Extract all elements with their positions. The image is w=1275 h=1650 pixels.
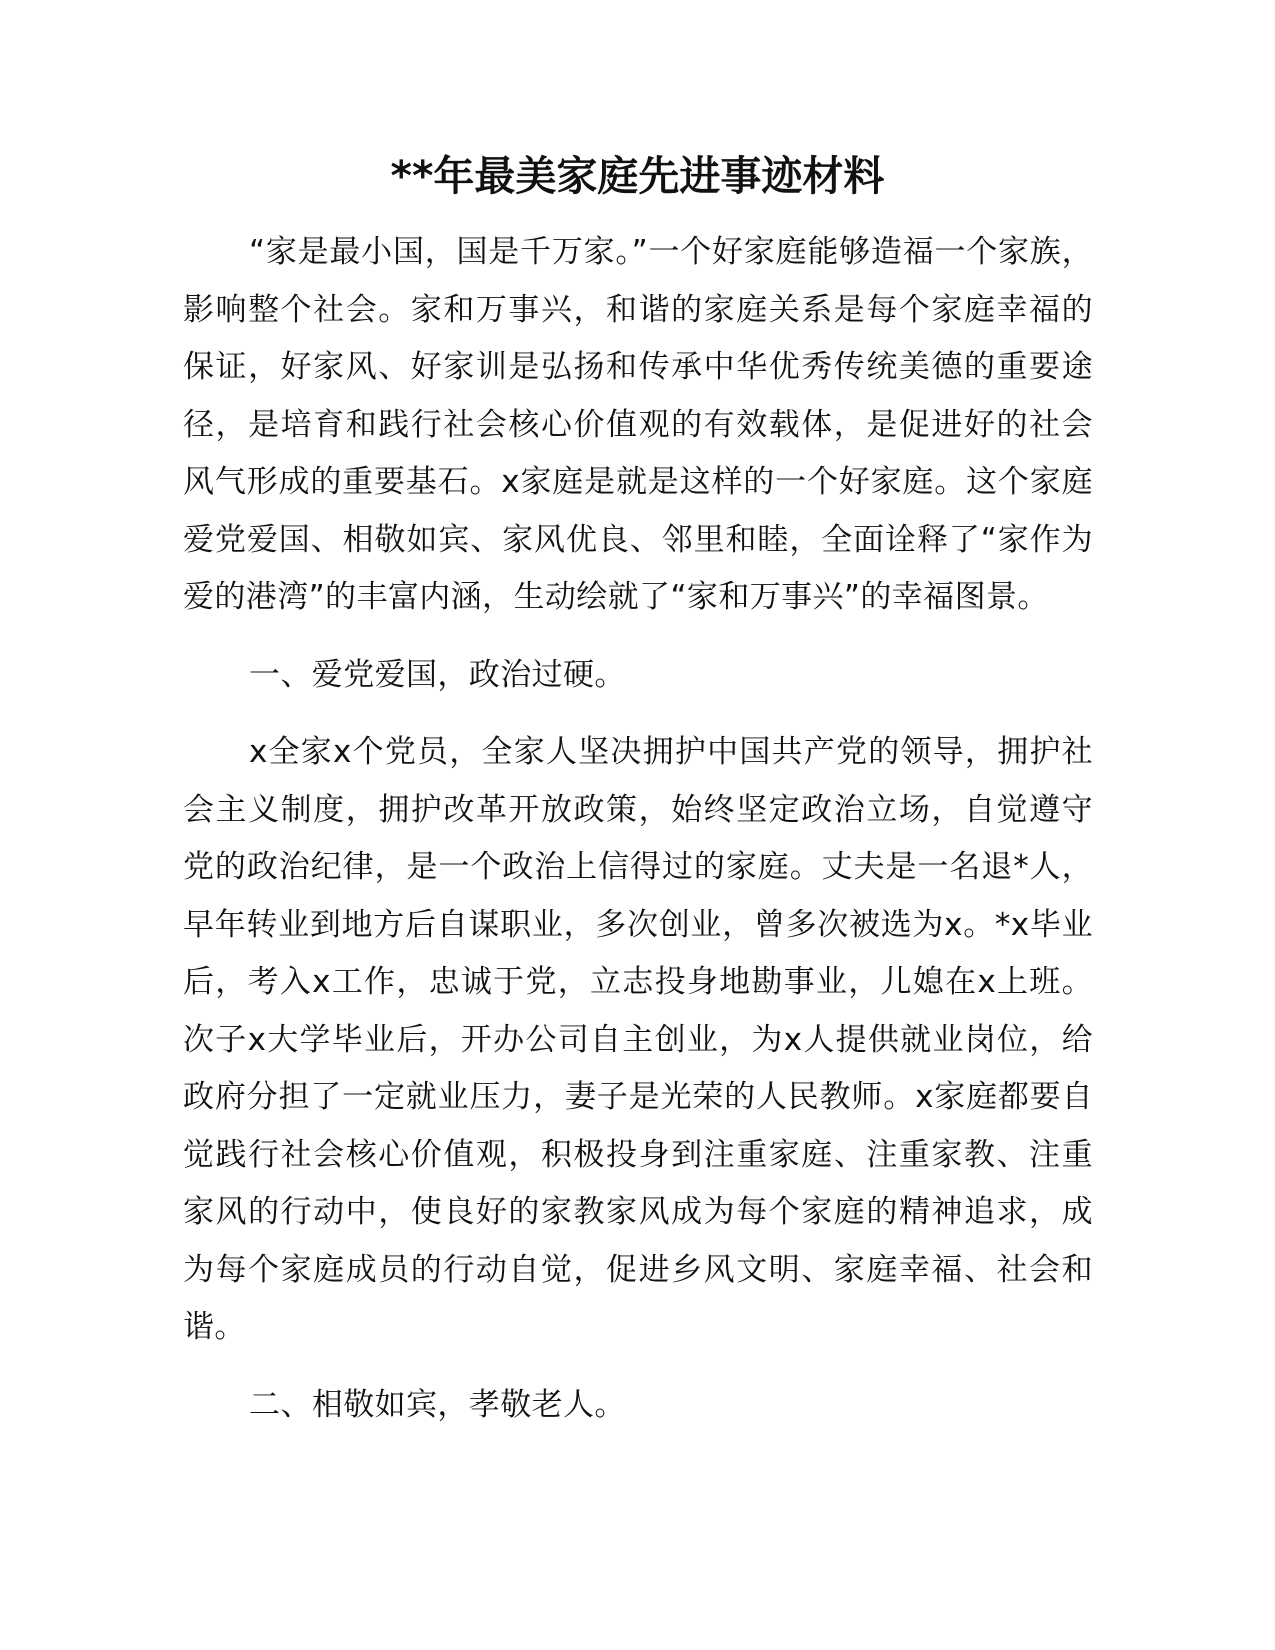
section-1-heading: 一、爱党爱国，政治过硬。 [249, 656, 626, 693]
section-2-heading: 二、相敬如宾，孝敬老人。 [249, 1386, 626, 1423]
document-body [183, 224, 1093, 1434]
intro-paragraph: “家是最小国，国是千万家。”一个好家庭能够造福一个家族，影响整个社会。家和万事兴，和谐的家庭关系是每个家庭幸福的保证，好家风、好家训是弘扬和传承中华优秀传统美德的重要途径，是培育和践行社会核心价值观的有效载体，是促进好的社会风气形成的重要基石。x家庭是就是这样的一个好家庭。这个家庭爱党爱国、相敬如宾、家风优良、邻里和睦，全面诠释了“家作为爱的港湾”的丰富内涵，生动绘就了“家和万事兴”的幸福图景。 [183, 234, 1093, 615]
document-title: **年最美家庭先进事迹材料 [390, 152, 885, 200]
section-1-paragraph: x全家x个党员，全家人坚决拥护中国共产党的领导，拥护社会主义制度，拥护改革开放政策，始终坚定政治立场，自觉遵守党的政治纪律，是一个政治上信得过的家庭。丈夫是一名退*人，早年转业到地方后自谋职业，多次创业，曾多次被选为x。*x毕业后，考入x工作，忠诚于党，立志投身地勘事业，儿媳在x上班。次子x大学毕业后，开办公司自主创业，为x人提供就业岗位，给政府分担了一定就业压力，妻子是光荣的人民教师。x家庭都要自觉践行社会核心价值观，积极投身到注重家庭、注重家教、注重家风的行动中，使良好的家教家风成为每个家庭的精神追求，成为每个家庭成员的行动自觉，促进乡风文明、家庭幸福、社会和谐。 [183, 734, 1093, 1345]
